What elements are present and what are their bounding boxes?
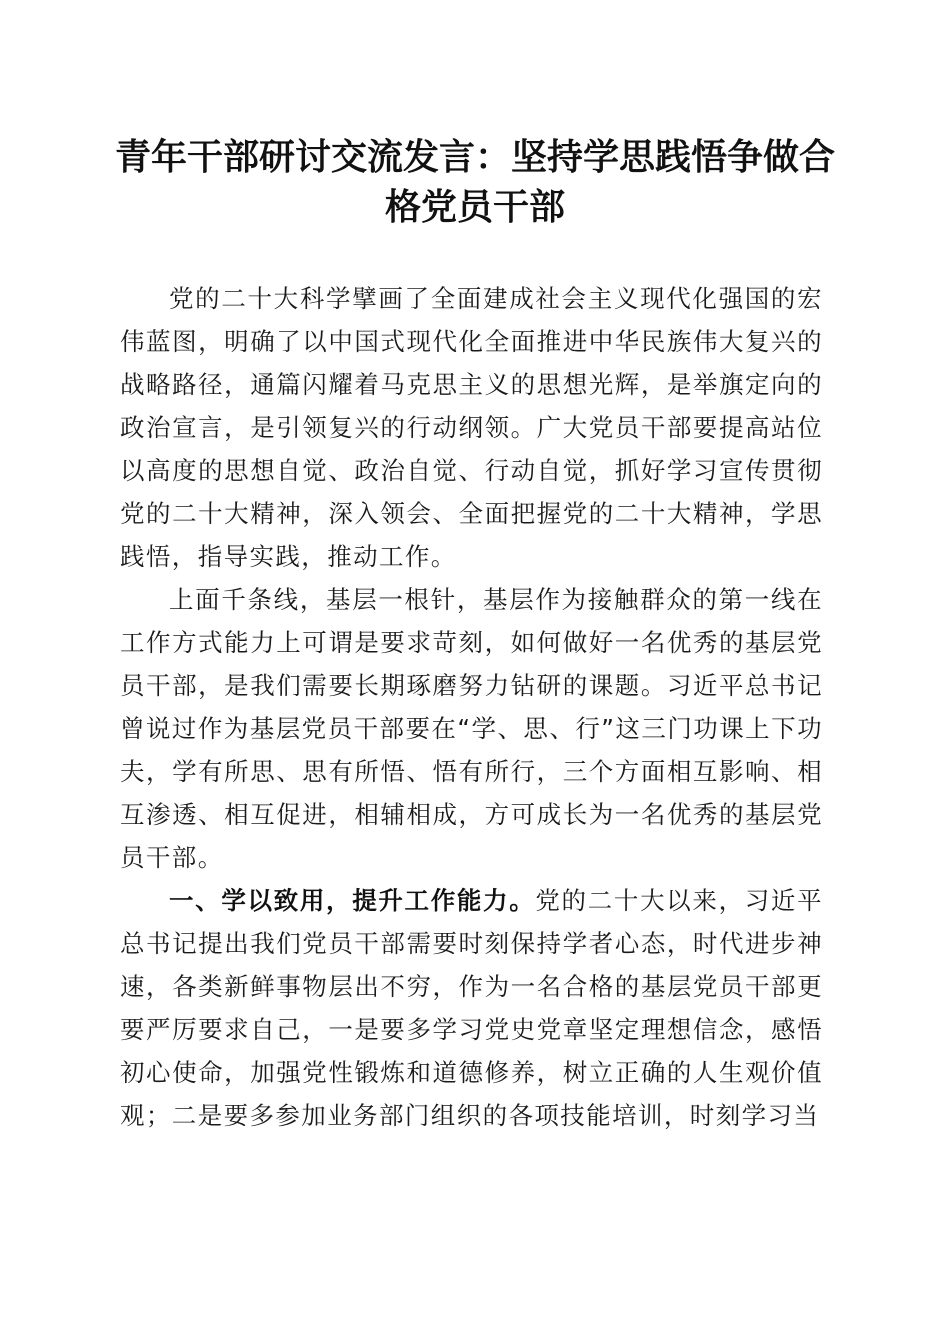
section-heading: 一、学以致用，提升工作能力。 <box>169 886 536 915</box>
paragraph-text: 上面千条线，基层一根针，基层作为接触群众的第一线在工作方式能力上可谓是要求苛刻，如何做好一名优秀的基层党员干部，是我们需要长期琢磨努力钻研的课题。习近平总书记曾说过作为基层党员干部要在“学、思、行”这三门功课上下功夫，学有所思、思有所悟、悟有所行，三个方面相互影响、相互渗透、相互促进，相辅相成，方可成长为一名优秀的基层党员干部。 <box>120 585 823 872</box>
paragraph-text: 党的二十大科学擘画了全面建成社会主义现代化强国的宏伟蓝图，明确了以中国式现代化全面推进中华民族伟大复兴的战略路径，通篇闪耀着马克思主义的思想光辉，是举旗定向的政治宣言，是引领复兴的行动纲领。广大党员干部要提高站位以高度的思想自觉、政治自觉、行动自觉，抓好学习宣传贯彻党的二十大精神，深入领会、全面把握党的二十大精神，学思践悟，指导实践，推动工作。 <box>120 284 823 571</box>
paragraph-text: 党的二十大以来，习近平总书记提出我们党员干部需要时刻保持学者心态，时代进步神速，各类新鲜事物层出不穷，作为一名合格的基层党员干部更要严厉要求自己，一是要多学习党史党章坚定理想信念，感悟初心使命，加强党性锻炼和道德修养，树立正确的人生观价值观；二是要多参加业务部门组织的各项技能培训，时刻学习当 <box>120 886 823 1130</box>
paragraph-section-one <box>120 879 823 1137</box>
document-title: 青年干部研讨交流发言：坚持学思践悟争做合格党员干部 <box>114 136 835 228</box>
document-body <box>120 277 823 1137</box>
paragraph-intro <box>120 277 823 578</box>
paragraph-grassroots <box>120 578 823 879</box>
